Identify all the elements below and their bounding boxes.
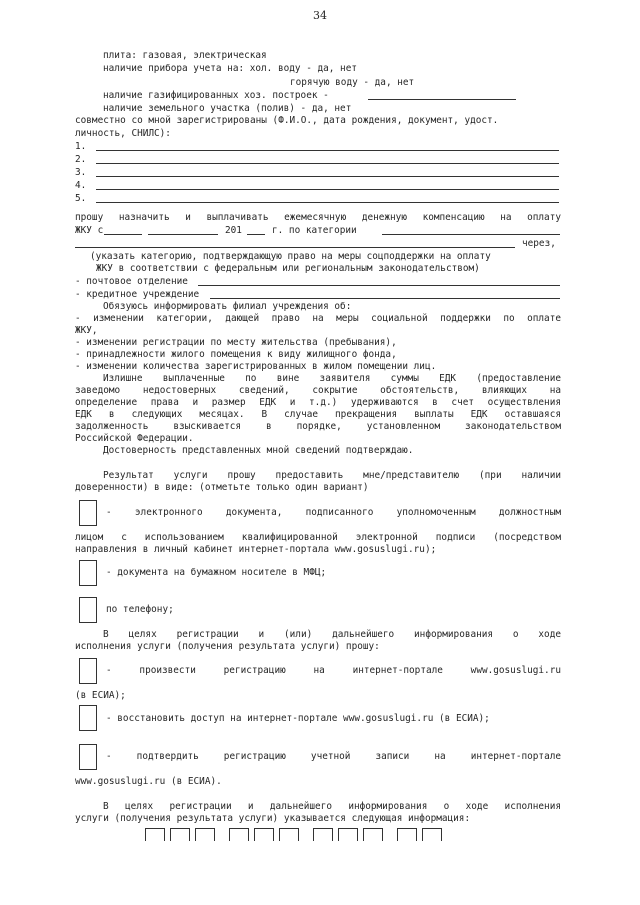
info-purpose-1: В целях регистрации и дальнейшего информирования о ходе исполнения (103, 801, 561, 812)
category-field-2[interactable] (75, 247, 515, 248)
option-phone-checkbox[interactable] (79, 597, 97, 623)
person-field-5[interactable] (96, 202, 559, 203)
category-label: г. по категории (272, 225, 357, 236)
snils-cell[interactable] (195, 828, 215, 841)
obligation-item-1b: ЖКУ, (75, 325, 98, 336)
request-date-label: ЖКУ с (75, 225, 104, 236)
stove-line: плита: газовая, электрическая (103, 50, 267, 61)
overpayment-text-2: заведомо недостоверных сведений, сокрытие обстоятельств, влияющих на (75, 385, 561, 396)
register-label-2: (в ЕСИА); (75, 690, 126, 701)
overpayment-text-1: Излишне выплаченные по вине заявителя суммы ЕДК (предоставление (103, 373, 561, 384)
registration-purpose-1: В целях регистрации и (или) дальнейшего информирования о ходе (103, 629, 561, 640)
snils-cell[interactable] (422, 828, 442, 841)
year-prefix: 201 (225, 225, 242, 236)
obligation-item-2: - изменении регистрации по месту жительства (пребывания), (75, 337, 397, 348)
page-number: 34 (313, 9, 327, 22)
option-electronic-label-3: направления в личный кабинет интернет-портала www.gosuslugi.ru); (75, 544, 437, 555)
person-field-2[interactable] (96, 163, 559, 164)
credit-institution-field[interactable] (210, 298, 560, 299)
date-month-field[interactable] (148, 234, 218, 235)
year-field[interactable] (247, 234, 265, 235)
post-office-field[interactable] (198, 285, 560, 286)
overpayment-text-5: задолженность взыскивается в порядке, установленном законодательством (75, 421, 561, 432)
option-paper-label: - документа на бумажном носителе в МФЦ; (106, 567, 327, 578)
person-field-1[interactable] (96, 150, 559, 151)
overpayment-text-3: определение права и размер ЕДК и т.д.) удерживаются в счет осуществления (75, 397, 561, 408)
category-field[interactable] (382, 234, 560, 235)
confirm-account-label-2: www.gosuslugi.ru (в ЕСИА). (75, 776, 222, 787)
obligation-heading: Обязуюсь информировать филиал учреждения об: (103, 301, 352, 312)
person-field-4[interactable] (96, 189, 559, 190)
snils-cell[interactable] (254, 828, 274, 841)
obligation-item-1: - изменении категории, дающей право на меры социальной поддержки по оплате (75, 313, 561, 324)
person-number-5: 5. (75, 193, 87, 204)
registered-persons-line-2: личность, СНИЛС): (75, 128, 171, 139)
land-plot-line: наличие земельного участка (полив) - да, нет (103, 103, 352, 114)
option-electronic-label: - электронного документа, подписанного уполномоченным должностным (106, 507, 561, 518)
confirm-account-checkbox[interactable] (79, 744, 97, 770)
person-number-4: 4. (75, 180, 87, 191)
category-hint-2: ЖКУ в соответствии с федеральным или региональным законодательством) (96, 263, 480, 274)
hot-water-line: горячую воду - да, нет (290, 77, 415, 88)
gas-buildings-line: наличие газифицированных хоз. построек - (103, 90, 329, 101)
confirm-account-label: - подтвердить регистрацию учетной записи на интернет-портале (106, 751, 561, 762)
registration-purpose-2: исполнения услуги (получения результата услуги) прошу: (75, 641, 380, 652)
via-label: через, (522, 238, 556, 249)
snils-cell[interactable] (338, 828, 358, 841)
snils-cell[interactable] (279, 828, 299, 841)
info-purpose-2: услуги (получения результата услуги) указывается следующая информация: (75, 813, 471, 824)
option-electronic-label-2: лицом с использованием квалифицированной электронной подписи (посредством (75, 532, 561, 543)
date-day-field[interactable] (104, 234, 142, 235)
obligation-item-3: - принадлежности жилого помещения к виду жилищного фонда, (75, 349, 397, 360)
result-request-2: доверенности) в виде: (отметьте только один вариант) (75, 482, 369, 493)
register-label: - произвести регистрацию на интернет-портале www.gosuslugi.ru (106, 665, 561, 676)
gas-buildings-field[interactable] (368, 99, 516, 100)
snils-cell[interactable] (313, 828, 333, 841)
overpayment-text-4: ЕДК в следующих месяцах. В случае прекращения выплаты ЕДК оставшаяся (75, 409, 561, 420)
credit-institution-label: - кредитное учреждение (75, 289, 200, 300)
option-electronic-checkbox[interactable] (79, 500, 97, 526)
person-number-1: 1. (75, 141, 87, 152)
snils-cell[interactable] (229, 828, 249, 841)
confirmation-line: Достоверность представленных мной сведений подтверждаю. (103, 445, 414, 456)
snils-cell[interactable] (145, 828, 165, 841)
snils-cell[interactable] (170, 828, 190, 841)
request-line-1: прошу назначить и выплачивать ежемесячную денежную компенсацию на оплату (75, 212, 561, 223)
person-number-2: 2. (75, 154, 87, 165)
category-hint-1: (указать категорию, подтверждающую право на меры соцподдержки на оплату (90, 251, 491, 262)
result-request-1: Результат услуги прошу предоставить мне/представителю (при наличии (103, 470, 561, 481)
overpayment-text-6: Российской Федерации. (75, 433, 194, 444)
option-phone-label: по телефону; (106, 604, 174, 615)
person-number-3: 3. (75, 167, 87, 178)
snils-cell[interactable] (363, 828, 383, 841)
snils-cell[interactable] (397, 828, 417, 841)
obligation-item-4: - изменении количества зарегистрированных в жилом помещении лиц. (75, 361, 437, 372)
meter-line: наличие прибора учета на: хол. воду - да, нет (103, 63, 357, 74)
register-checkbox[interactable] (79, 658, 97, 684)
post-office-label: - почтовое отделение (75, 276, 188, 287)
restore-access-checkbox[interactable] (79, 705, 97, 731)
restore-access-label: - восстановить доступ на интернет-портале www.gosuslugi.ru (в ЕСИА); (106, 713, 490, 724)
registered-persons-line: совместно со мной зарегистрированы (Ф.И.О., дата рождения, документ, удост. (75, 115, 499, 126)
person-field-3[interactable] (96, 176, 559, 177)
option-paper-checkbox[interactable] (79, 560, 97, 586)
